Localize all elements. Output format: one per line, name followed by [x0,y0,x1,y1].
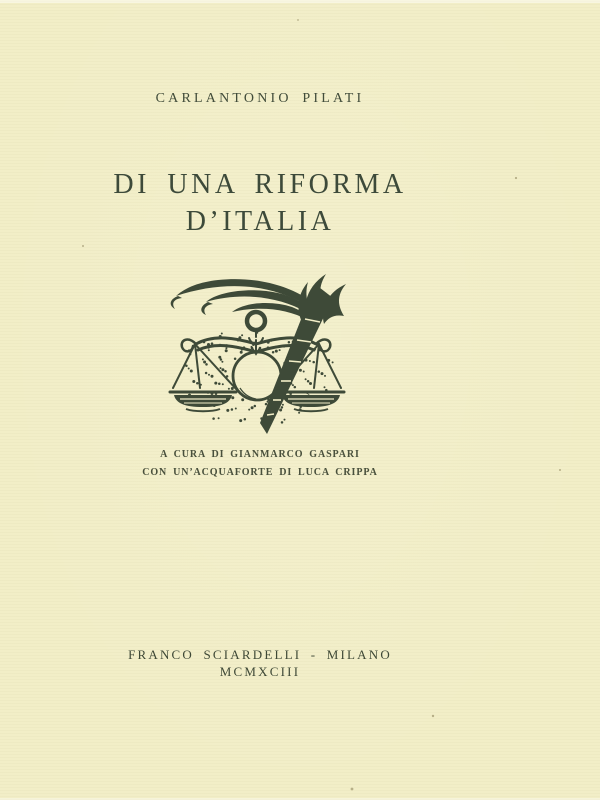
credit-etcher: CON UN’ACQUAFORTE DI LUCA CRIPPA [142,467,378,478]
credit-editor: A CURA DI GIANMARCO GASPARI [160,449,360,460]
book-title [0,166,520,240]
author-name: CARLANTONIO PILATI [155,91,365,106]
left-scale-pan [170,392,236,411]
imprint-block [0,646,520,680]
right-scale-pan [278,392,344,411]
publisher-line: FRANCO SCIARDELLI - MILANO [128,647,392,662]
credits-block [0,446,520,482]
scales-and-torch-etching [166,274,348,446]
torch-flame-left-icon [171,279,310,320]
suspension-ring-icon [247,312,265,330]
book-title-line-2: D’ITALIA [185,206,335,237]
book-title-line-1: DI UNA RIFORMA [113,169,407,200]
scan-edge-top [0,0,600,3]
year-roman-numerals: MCMXCIII [219,664,301,679]
